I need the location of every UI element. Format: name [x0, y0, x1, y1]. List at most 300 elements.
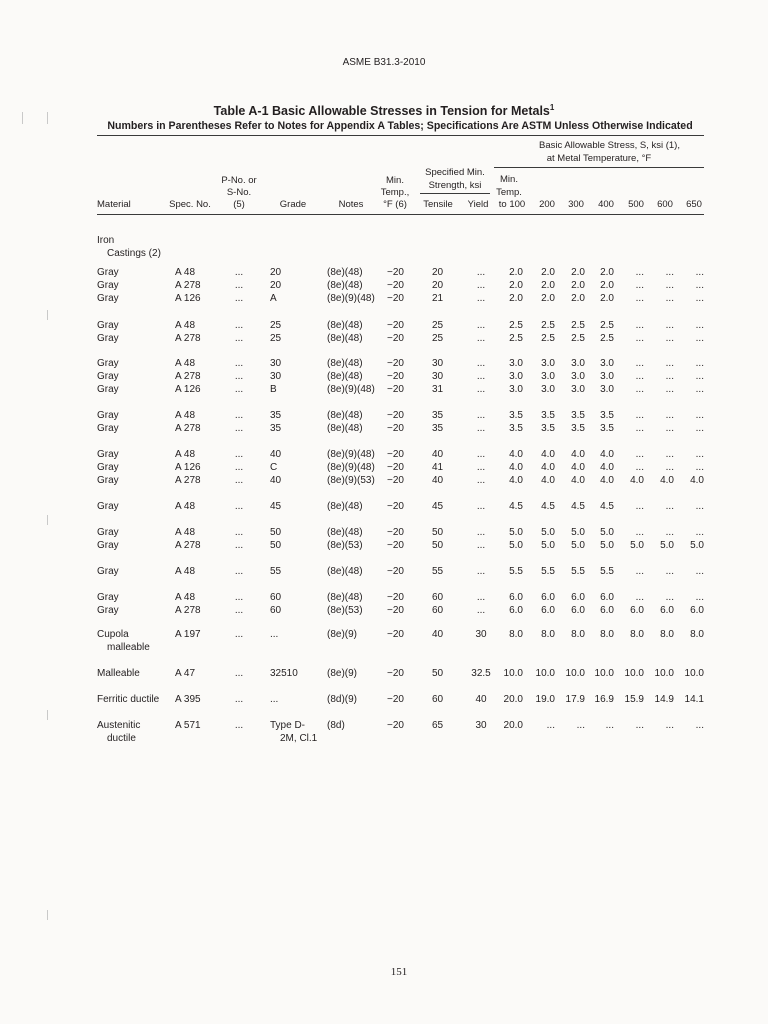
table-cell: −20 — [387, 592, 404, 603]
table-cell: Gray — [97, 423, 119, 434]
table-cell: 4.0 — [541, 475, 555, 486]
section-label: Castings (2) — [107, 248, 161, 259]
table-cell: 60 — [270, 605, 282, 616]
table-cell: (8e)(53) — [327, 605, 363, 616]
table-cell: ... — [695, 320, 704, 331]
table-cell: 6.0 — [541, 592, 555, 603]
table-cell: 4.0 — [509, 475, 523, 486]
table-cell: 5.5 — [600, 566, 614, 577]
table-cell: 30 — [475, 720, 487, 731]
table-cell: ... — [665, 293, 674, 304]
table-cell: 2.5 — [600, 333, 614, 344]
table-cell: ... — [476, 293, 486, 304]
table-cell: 31 — [432, 384, 444, 395]
table-cell: 6.0 — [660, 605, 674, 616]
table-cell: (8e)(48) — [327, 423, 363, 434]
table-cell: ... — [476, 527, 486, 538]
table-cell: ... — [476, 566, 486, 577]
table-cell: 65 — [432, 720, 444, 731]
column-header: 600 — [657, 199, 673, 210]
min-temp-header: Temp., — [380, 187, 410, 198]
table-cell: 2.0 — [541, 280, 555, 291]
table-cell: 5.0 — [571, 540, 585, 551]
table-cell: ... — [605, 720, 614, 731]
table-cell: 8.0 — [690, 629, 704, 640]
table-cell: 60 — [432, 592, 444, 603]
table-cell: −20 — [387, 293, 404, 304]
table-cell: A 278 — [175, 333, 201, 344]
table-cell: 2.5 — [509, 320, 523, 331]
table-cell: ... — [635, 592, 644, 603]
scan-mark — [22, 112, 23, 124]
table-cell: −20 — [387, 527, 404, 538]
table-cell: Austenitic — [97, 720, 141, 731]
table-cell: ... — [476, 501, 486, 512]
table-cell: ... — [476, 267, 486, 278]
table-cell: 10.0 — [594, 668, 614, 679]
column-header: 400 — [598, 199, 614, 210]
table-cell: 5.0 — [600, 527, 614, 538]
table-cell: (8e)(9)(48) — [327, 449, 375, 460]
table-cell: 20 — [270, 267, 282, 278]
table-cell: 2.5 — [571, 320, 585, 331]
table-cell: ... — [234, 605, 244, 616]
table-cell: 4.5 — [600, 501, 614, 512]
table-cell: A 278 — [175, 605, 201, 616]
table-cell: A 278 — [175, 371, 201, 382]
table-cell: A 126 — [175, 293, 201, 304]
table-cell: A 48 — [175, 449, 196, 460]
table-cell: ... — [234, 592, 244, 603]
table-cell: 2.0 — [541, 267, 555, 278]
table-cell: 4.0 — [660, 475, 674, 486]
table-cell: 4.0 — [630, 475, 644, 486]
table-cell: A 278 — [175, 475, 201, 486]
table-cell: Gray — [97, 605, 119, 616]
table-cell: 40 — [432, 475, 444, 486]
table-cell: 5.0 — [630, 540, 644, 551]
table-cell: ... — [476, 462, 486, 473]
table-cell: 4.0 — [571, 475, 585, 486]
table-cell: ... — [695, 720, 704, 731]
table-cell: ... — [234, 293, 244, 304]
table-subtitle: Numbers in Parentheses Refer to Notes for Appendix A Tables; Specifications Are ASTM Unless Otherwise Indicated — [107, 120, 693, 132]
table-cell: 40 — [475, 694, 487, 705]
table-cell: Ferritic ductile — [97, 694, 160, 705]
table-cell: Gray — [97, 267, 119, 278]
table-cell: 3.5 — [509, 410, 523, 421]
table-cell: (8e)(48) — [327, 267, 363, 278]
table-cell: ... — [234, 371, 244, 382]
table-cell: Gray — [97, 358, 119, 369]
table-cell: (8e)(48) — [327, 320, 363, 331]
table-cell: ... — [665, 592, 674, 603]
table-cell: 32510 — [270, 668, 298, 679]
table-cell: ... — [635, 267, 644, 278]
table-cell: ... — [635, 566, 644, 577]
table-cell: ... — [665, 462, 674, 473]
table-cell: ... — [234, 527, 244, 538]
table-cell: A 278 — [175, 280, 201, 291]
table-cell: ... — [695, 333, 704, 344]
section-label: Iron — [97, 235, 115, 246]
table-cell: ... — [234, 280, 244, 291]
table-cell: 5.5 — [541, 566, 555, 577]
table-cell: (8e)(9)(53) — [327, 475, 375, 486]
table-cell: 2.0 — [600, 280, 614, 291]
table-cell: 40 — [432, 629, 444, 640]
table-cell: 5.0 — [541, 540, 555, 551]
table-cell: −20 — [387, 320, 404, 331]
table-cell: 5.0 — [541, 527, 555, 538]
table-cell: ... — [270, 629, 279, 640]
stress-group-header: at Metal Temperature, °F — [546, 153, 652, 164]
table-cell: 5.0 — [690, 540, 704, 551]
table-header-rule — [97, 214, 704, 215]
table-cell: 5.0 — [660, 540, 674, 551]
table-cell: 32.5 — [471, 668, 491, 679]
table-cell: ... — [635, 293, 644, 304]
table-cell: 10.0 — [684, 668, 704, 679]
table-cell: 14.9 — [654, 694, 674, 705]
table-cell: 30 — [475, 629, 487, 640]
table-cell: −20 — [387, 720, 404, 731]
table-cell: 5.0 — [509, 540, 523, 551]
table-cell: 8.0 — [509, 629, 523, 640]
table-title — [0, 103, 768, 118]
column-header: Grade — [279, 199, 307, 210]
table-cell: ... — [234, 720, 244, 731]
table-cell: 35 — [432, 423, 444, 434]
table-cell: (8e)(48) — [327, 527, 363, 538]
table-cell: Gray — [97, 592, 119, 603]
table-cell: ... — [665, 280, 674, 291]
table-cell: 3.5 — [541, 410, 555, 421]
table-cell: 4.0 — [600, 475, 614, 486]
table-cell: 10.0 — [624, 668, 644, 679]
table-cell: ... — [635, 371, 644, 382]
table-cell: ... — [695, 592, 704, 603]
table-cell: 2.5 — [541, 333, 555, 344]
table-cell: Cupola — [97, 629, 129, 640]
table-cell: Gray — [97, 527, 119, 538]
table-cell: 2.0 — [571, 267, 585, 278]
table-cell: 6.0 — [571, 605, 585, 616]
table-cell: ... — [476, 358, 486, 369]
table-cell: 45 — [270, 501, 282, 512]
table-cell: 40 — [270, 449, 282, 460]
table-cell: 50 — [270, 540, 282, 551]
table-cell: 60 — [432, 694, 444, 705]
table-cell: ... — [665, 423, 674, 434]
table-cell: ... — [234, 540, 244, 551]
table-cell: ... — [234, 501, 244, 512]
table-cell: ... — [695, 371, 704, 382]
scan-mark — [47, 910, 48, 920]
table-cell: 41 — [432, 462, 444, 473]
table-cell: ... — [234, 475, 244, 486]
table-cell: A 48 — [175, 592, 196, 603]
table-cell: 4.0 — [571, 462, 585, 473]
table-cell: 4.0 — [541, 449, 555, 460]
table-cell: ... — [695, 280, 704, 291]
table-cell: 35 — [270, 410, 282, 421]
table-cell: ... — [234, 320, 244, 331]
table-cell: 50 — [432, 527, 444, 538]
table-cell: −20 — [387, 668, 404, 679]
table-cell: 5.0 — [600, 540, 614, 551]
table-cell: 3.0 — [509, 384, 523, 395]
table-cell: ... — [665, 527, 674, 538]
table-cell: ... — [635, 449, 644, 460]
table-title-footnote-mark: 1 — [549, 103, 555, 112]
page-number: 151 — [390, 966, 408, 978]
table-cell: 50 — [432, 668, 444, 679]
table-cell: 40 — [432, 449, 444, 460]
table-cell: 4.5 — [571, 501, 585, 512]
table-top-rule — [97, 135, 704, 136]
table-cell: ... — [665, 358, 674, 369]
stress-min-temp-header: Min. — [500, 174, 518, 185]
table-cell: ... — [234, 629, 244, 640]
table-cell: 3.0 — [509, 358, 523, 369]
table-cell: (8e)(48) — [327, 566, 363, 577]
table-cell: 2.0 — [600, 293, 614, 304]
table-cell: 10.0 — [535, 668, 555, 679]
table-cell: (8e)(48) — [327, 410, 363, 421]
table-cell: ... — [635, 720, 644, 731]
table-cell: ... — [665, 384, 674, 395]
table-cell: 2.0 — [509, 280, 523, 291]
table-cell: ... — [695, 501, 704, 512]
table-cell: ... — [234, 358, 244, 369]
table-cell: 5.5 — [509, 566, 523, 577]
table-cell: (8d)(9) — [327, 694, 358, 705]
table-cell: ... — [695, 462, 704, 473]
scan-mark — [47, 515, 48, 525]
table-cell: 50 — [270, 527, 282, 538]
table-cell: ... — [234, 694, 244, 705]
table-cell: 6.0 — [690, 605, 704, 616]
table-cell: ... — [635, 333, 644, 344]
table-cell: (8e)(48) — [327, 280, 363, 291]
table-cell: B — [270, 384, 277, 395]
table-cell: 4.0 — [541, 462, 555, 473]
table-cell: (8e)(53) — [327, 540, 363, 551]
table-cell: 15.9 — [624, 694, 644, 705]
table-cell: malleable — [107, 642, 150, 653]
table-cell: 20 — [270, 280, 282, 291]
table-cell: ... — [476, 410, 486, 421]
table-cell: 35 — [270, 423, 282, 434]
table-cell: 8.0 — [600, 629, 614, 640]
table-cell: −20 — [387, 629, 404, 640]
table-cell: 2.0 — [509, 293, 523, 304]
table-cell: ... — [635, 410, 644, 421]
table-cell: −20 — [387, 410, 404, 421]
table-cell: ... — [576, 720, 585, 731]
table-cell: (8e)(9)(48) — [327, 384, 375, 395]
table-cell: −20 — [387, 475, 404, 486]
table-cell: 2.5 — [600, 320, 614, 331]
column-header: 200 — [539, 199, 555, 210]
table-cell: 4.0 — [509, 462, 523, 473]
table-cell: 4.0 — [509, 449, 523, 460]
table-cell: Gray — [97, 320, 119, 331]
stress-group-rule — [494, 167, 704, 168]
table-cell: 3.0 — [541, 371, 555, 382]
table-cell: ... — [234, 267, 244, 278]
table-cell: ... — [546, 720, 555, 731]
table-cell: 6.0 — [509, 592, 523, 603]
table-cell: 6.0 — [571, 592, 585, 603]
table-cell: −20 — [387, 267, 404, 278]
table-cell: ... — [476, 605, 486, 616]
table-cell: 8.0 — [571, 629, 585, 640]
table-cell: Gray — [97, 410, 119, 421]
table-cell: (8e)(9) — [327, 629, 358, 640]
column-header: Spec. No. — [169, 199, 211, 210]
table-cell: ... — [476, 333, 486, 344]
table-cell: (8e)(48) — [327, 371, 363, 382]
table-cell: ... — [476, 384, 486, 395]
table-cell: ... — [635, 320, 644, 331]
table-cell: A 48 — [175, 501, 196, 512]
table-cell: 2.0 — [571, 280, 585, 291]
table-cell: ... — [234, 566, 244, 577]
table-cell: 8.0 — [660, 629, 674, 640]
table-cell: 5.5 — [571, 566, 585, 577]
table-cell: Gray — [97, 566, 119, 577]
scan-mark — [47, 310, 48, 320]
table-cell: 2.0 — [541, 293, 555, 304]
table-cell: (8e)(9)(48) — [327, 462, 375, 473]
table-cell: 3.5 — [571, 410, 585, 421]
table-cell: A 48 — [175, 566, 196, 577]
table-cell: 6.0 — [600, 592, 614, 603]
table-cell: 30 — [432, 371, 444, 382]
column-header: to 100 — [498, 199, 526, 210]
column-header: Yield — [467, 199, 489, 210]
table-cell: 25 — [432, 320, 444, 331]
table-cell: 3.0 — [600, 371, 614, 382]
table-cell: A — [270, 293, 277, 304]
table-cell: 6.0 — [509, 605, 523, 616]
table-cell: 20.0 — [503, 720, 523, 731]
table-cell: (8e)(9)(48) — [327, 293, 375, 304]
table-cell: ... — [695, 449, 704, 460]
table-cell: ... — [695, 267, 704, 278]
table-cell: ... — [234, 333, 244, 344]
table-cell: 2.0 — [509, 267, 523, 278]
table-cell: ... — [234, 384, 244, 395]
table-cell: −20 — [387, 501, 404, 512]
table-cell: ductile — [107, 733, 136, 744]
table-cell: Malleable — [97, 668, 140, 679]
table-cell: ... — [476, 320, 486, 331]
stress-group-header: Basic Allowable Stress, S, ksi (1), — [539, 140, 680, 151]
table-cell: 20 — [432, 280, 444, 291]
table-cell: ... — [665, 333, 674, 344]
table-cell: 3.0 — [600, 384, 614, 395]
running-head: ASME B31.3-2010 — [342, 57, 426, 68]
table-cell: 25 — [432, 333, 444, 344]
table-cell: 2.5 — [541, 320, 555, 331]
table-cell: ... — [665, 267, 674, 278]
table-cell: ... — [234, 449, 244, 460]
table-cell: 10.0 — [503, 668, 523, 679]
table-cell: Gray — [97, 371, 119, 382]
table-cell: Gray — [97, 501, 119, 512]
table-cell: ... — [635, 527, 644, 538]
table-cell: 2.0 — [571, 293, 585, 304]
table-cell: 2.0 — [600, 267, 614, 278]
table-cell: ... — [665, 320, 674, 331]
table-cell: 8.0 — [541, 629, 555, 640]
table-cell: 3.0 — [541, 358, 555, 369]
table-cell: 6.0 — [600, 605, 614, 616]
table-cell: −20 — [387, 462, 404, 473]
table-cell: 4.0 — [600, 449, 614, 460]
table-cell: ... — [270, 694, 279, 705]
table-cell: Gray — [97, 475, 119, 486]
table-cell: ... — [476, 423, 486, 434]
table-cell: A 278 — [175, 540, 201, 551]
table-cell: A 48 — [175, 320, 196, 331]
table-cell: 2.5 — [509, 333, 523, 344]
table-cell: 3.0 — [509, 371, 523, 382]
table-cell: ... — [695, 293, 704, 304]
table-cell: ... — [665, 410, 674, 421]
table-cell: (8d) — [327, 720, 345, 731]
column-header: 300 — [568, 199, 584, 210]
scan-mark — [47, 710, 48, 720]
table-cell: −20 — [387, 566, 404, 577]
table-cell: 4.0 — [600, 462, 614, 473]
table-cell: 30 — [270, 358, 282, 369]
table-cell: ... — [476, 371, 486, 382]
table-cell: ... — [635, 501, 644, 512]
table-cell: −20 — [387, 605, 404, 616]
table-cell: ... — [476, 592, 486, 603]
table-cell: 4.5 — [509, 501, 523, 512]
table-cell: 5.0 — [509, 527, 523, 538]
specified-min-strength-header: Strength, ksi — [428, 180, 482, 191]
table-cell: A 197 — [175, 629, 201, 640]
table-cell: 20 — [432, 267, 444, 278]
table-cell: 14.1 — [684, 694, 704, 705]
table-cell: ... — [665, 371, 674, 382]
table-cell: Gray — [97, 462, 119, 473]
table-cell: ... — [695, 423, 704, 434]
table-cell: A 126 — [175, 384, 201, 395]
table-title-text: Table A-1 Basic Allowable Stresses in Tension for Metals — [213, 104, 550, 119]
table-cell: ... — [695, 527, 704, 538]
table-cell: Gray — [97, 449, 119, 460]
table-cell: ... — [635, 462, 644, 473]
table-cell: −20 — [387, 384, 404, 395]
pno-header: P-No. or — [221, 175, 257, 186]
table-cell: A 48 — [175, 527, 196, 538]
table-cell: ... — [635, 358, 644, 369]
table-cell: 3.5 — [600, 423, 614, 434]
table-cell: A 48 — [175, 267, 196, 278]
stress-min-temp-header: Temp. — [496, 187, 522, 198]
table-cell: 40 — [270, 475, 282, 486]
table-cell: ... — [476, 280, 486, 291]
table-cell: 6.0 — [630, 605, 644, 616]
table-cell: 20.0 — [503, 694, 523, 705]
